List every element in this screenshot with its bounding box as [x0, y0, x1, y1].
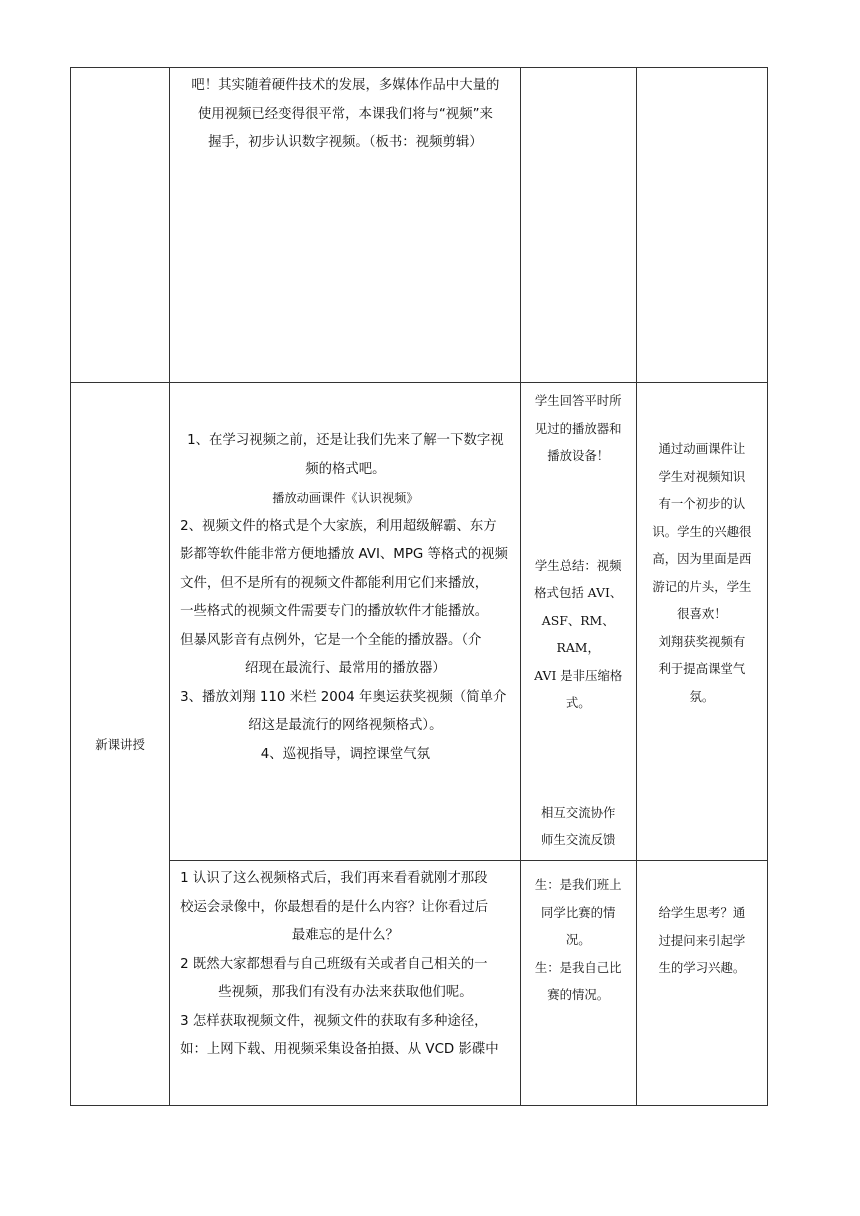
content-line: 文件，但不是所有的视频文件都能利用它们来播放，	[180, 575, 489, 591]
content-line: 绍这是最流行的网络视频格式）。	[248, 718, 443, 733]
intent-line: 游记的片头，学生	[652, 578, 752, 594]
content-line: 握手，初步认识数字视频。（板书：视频剪辑）	[208, 135, 483, 150]
content-line: 最难忘的是什么？	[291, 928, 399, 943]
teaching-content-cell	[170, 861, 521, 1106]
intent-line: 氛。	[689, 688, 715, 704]
student-activity-cell	[520, 68, 636, 383]
intent-line: 过提问来引起学	[658, 932, 746, 948]
intent-line: 生的学习兴趣。	[658, 960, 746, 975]
table-row	[71, 861, 768, 1106]
content-line: 但暴风影音有点例外，它是一个全能的播放器。（介	[180, 632, 482, 648]
content-line: 4、巡视指导，调控课堂气氛	[260, 746, 430, 762]
student-line: 学生回答平时所	[534, 393, 622, 408]
intent-line: 刘翔获奖视频有	[658, 633, 746, 649]
content-line: 1、在学习视频之前，还是让我们先来了解一下数字视	[187, 433, 504, 448]
table-row	[71, 383, 768, 861]
student-activity-cell	[520, 383, 636, 861]
student-line: 播放设备！	[547, 448, 610, 463]
content-line: 频的格式吧。	[305, 461, 386, 477]
intent-line: 通过动画课件让	[658, 441, 746, 456]
intent-line: 利于提高课堂气	[658, 661, 746, 676]
intent-line: 给学生思考？通	[658, 905, 746, 920]
student-line: 学生总结：视频	[534, 557, 622, 573]
content-line: 绍现在最流行、最常用的播放器）	[244, 661, 446, 676]
content-line: 2、视频文件的格式是个大家族，利用超级解霸、东方	[180, 518, 497, 534]
content-line: 一些格式的视频文件需要专门的播放软件才能播放。	[180, 604, 489, 619]
intent-line: 有一个初步的认	[658, 496, 746, 511]
content-line: 2 既然大家都想看与自己班级有关或者自己相关的一	[180, 956, 488, 972]
student-line: 同学比赛的情	[541, 904, 616, 920]
student-line: 生：是我自己比	[534, 959, 622, 975]
student-line: 式。	[565, 695, 591, 710]
content-line: 些视频，那我们有没有办法来获取他们呢。	[218, 985, 473, 1000]
design-intent-cell	[636, 68, 767, 383]
content-line: 吧！其实随着硬件技术的发展，多媒体作品中大量的	[191, 78, 500, 93]
lesson-plan-table	[70, 67, 768, 1106]
student-line: 见过的播放器和	[534, 420, 622, 436]
teaching-content-cell	[170, 68, 521, 383]
content-line: 3、播放刘翔 110 米栏 2004 年奥运获奖视频（简单介	[180, 689, 507, 705]
student-line: 格式包括 AVI、	[534, 585, 623, 600]
student-line: 生：是我们班上	[534, 877, 622, 892]
content-line: 影都等软件能非常方便地播放 AVI、MPG 等格式的视频	[180, 547, 508, 562]
table-row	[71, 68, 768, 383]
section-cell	[71, 68, 170, 383]
student-line: 赛的情况。	[547, 987, 610, 1002]
student-line: 相互交流协作	[541, 804, 616, 820]
student-line: ASF、RM、RAM，	[541, 612, 615, 655]
student-line: 师生交流反馈	[541, 832, 616, 847]
content-line: 播放动画课件《认识视频》	[272, 491, 419, 505]
section-label: 新课讲授	[95, 737, 145, 752]
student-activity-cell	[520, 861, 636, 1106]
intent-line: 学生对视频知识	[658, 468, 746, 484]
content-line: 校运会录像中，你最想看的是什么内容？让你看过后	[180, 899, 489, 915]
student-line: AVI 是非压缩格	[534, 667, 623, 683]
content-line: 1 认识了这么视频格式后，我们再来看看就刚才那段	[180, 871, 488, 886]
content-line: 3 怎样获取视频文件，视频文件的获取有多种途径，	[180, 1013, 488, 1029]
intent-line: 很喜欢！	[677, 606, 727, 621]
design-intent-cell	[636, 383, 767, 861]
intent-line: 识。学生的兴趣很	[652, 523, 752, 539]
content-line: 使用视频已经变得很平常，本课我们将与“视频”来	[197, 106, 493, 122]
content-line: 如：上网下载、用视频采集设备拍摄、从 VCD 影碟中	[180, 1042, 499, 1057]
student-line: 况。	[565, 932, 591, 947]
section-cell	[71, 383, 170, 1106]
intent-line: 高，因为里面是西	[652, 551, 752, 566]
design-intent-cell	[636, 861, 767, 1106]
teaching-content-cell	[170, 383, 521, 861]
